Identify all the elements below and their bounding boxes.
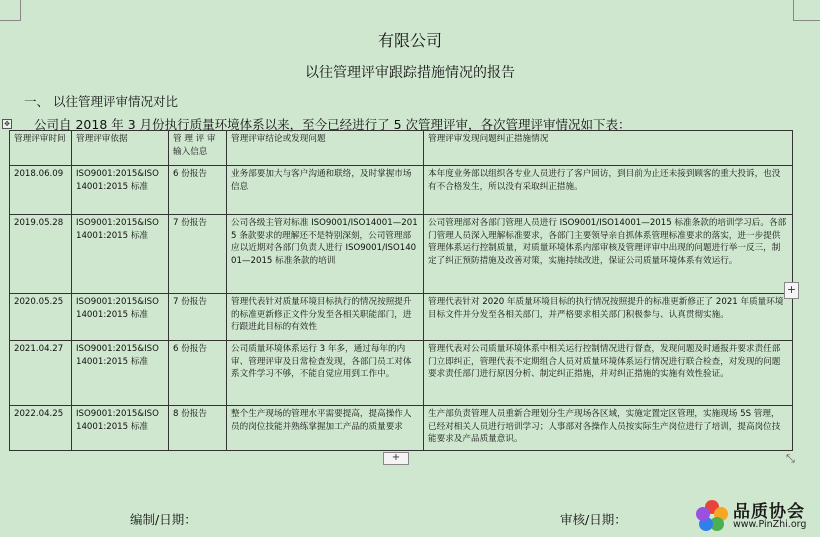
- table-cell-input[interactable]: 6 份报告: [169, 341, 227, 406]
- table-cell-corrective-action[interactable]: 生产部负责管理人员重新合理划分生产现场各区域，实施定置定区管理，实施现场 5S 管理，已经对相关人员进行培训学习；人事部对各操作人员按实际生产岗位进行了培训，提高岗位技能要求及产品质量意识。: [424, 406, 793, 451]
- table-cell-basis[interactable]: ISO9001:2015&ISO14001:2015 标准: [72, 166, 169, 215]
- review-table: [9, 130, 793, 451]
- watermark-name: 品质协会: [733, 502, 805, 522]
- table-cell-date[interactable]: 2021.04.27: [10, 341, 72, 406]
- watermark-logo-icon: [694, 497, 730, 533]
- watermark-url: www.PinZhi.org: [733, 519, 807, 530]
- document-subtitle: 以往管理评审跟踪措施情况的报告: [305, 65, 515, 81]
- compiled-by-date-label: 编制/日期：: [130, 512, 197, 527]
- table-cell-input[interactable]: 6 份报告: [169, 166, 227, 215]
- table-cell-input[interactable]: 7 份报告: [169, 294, 227, 341]
- table-cell-basis[interactable]: ISO9001:2015&ISO14001:2015 标准: [72, 215, 169, 294]
- header-cell[interactable]: 管理评审依据: [72, 131, 169, 166]
- table-cell-corrective-action[interactable]: 公司管理部对各部门管理人员进行 ISO9001/ISO14001—2015 标准条款的培训学习后。各部门管理人员深入理解标准要求，各部门主要领导亲自抓体系管理标准要求的落实，进一步提供管理体系运行控制质量，对质量环境体系内部审核及管理评审中出现的问题进行举一反三，制定了纠正预防措施及改善对策，实施持续改进，保证公司质量环境体系有效运行。: [424, 215, 793, 294]
- table-move-handle-icon[interactable]: ✥: [2, 119, 12, 129]
- table-cell-conclusion[interactable]: 管理代表针对质量环境目标执行的情况按照提升的标准更新修正文件分发至各相关职能部门，进行跟进此目标的有效性: [227, 294, 424, 341]
- table-cell-input[interactable]: 7 份报告: [169, 215, 227, 294]
- section-heading: 一、 以往管理评审情况对比: [24, 94, 178, 109]
- page-corner-mark-top-left: [0, 0, 21, 21]
- table-cell-conclusion[interactable]: 整个生产现场的管理水平需要提高，提高操作人员的岗位技能并熟练掌握加工产品的质量要求: [227, 406, 424, 451]
- table-cell-conclusion[interactable]: 公司各级主管对标准 ISO9001/ISO14001—2015 条款要求的理解还不是特别深刻，公司管理部应以近期对各部门负责人进行 ISO9001/ISO14001—2015 标准条款的培训: [227, 215, 424, 294]
- header-cell[interactable]: 管理评审发现问题纠正措施情况: [424, 131, 793, 166]
- table-header-row: [10, 131, 793, 166]
- add-column-button[interactable]: +: [784, 282, 799, 299]
- document-title: 有限公司: [377, 31, 442, 50]
- table-cell-corrective-action[interactable]: 本年度业务部以组织各专业人员进行了客户回访，到目前为止还未接到顾客的重大投诉，也没有不合格发生，所以没有采取纠正措施。: [424, 166, 793, 215]
- table-cell-date[interactable]: 2022.04.25: [10, 406, 72, 451]
- intro-paragraph: 公司自 2018 年 3 月份执行质量环境体系以来，至今已经进行了 5 次管理评审，各次管理评审情况如下表：: [34, 117, 631, 132]
- table-cell-basis[interactable]: ISO9001:2015&ISO14001:2015 标准: [72, 341, 169, 406]
- table-row: [10, 215, 793, 294]
- table-cell-date[interactable]: 2019.05.28: [10, 215, 72, 294]
- table-cell-basis[interactable]: ISO9001:2015&ISO14001:2015 标准: [72, 406, 169, 451]
- header-cell[interactable]: 管理评审结论或发现问题: [227, 131, 424, 166]
- table-cell-conclusion[interactable]: 业务部要加大与客户沟通和联络，及时掌握市场信息: [227, 166, 424, 215]
- table-resize-handle-icon[interactable]: ⤡: [786, 452, 795, 465]
- page-corner-mark-top-right: [793, 0, 820, 21]
- header-cell[interactable]: 管 理 评 审输入信息: [169, 131, 227, 166]
- table-cell-corrective-action[interactable]: 管理代表对公司质量环境体系中相关运行控制情况进行督查，发现问题及时通报并要求责任部门立即纠正，管理代表不定期组合人员对质量环境体系运行情况进行联合检查，对发现的问题要求责任部门进行原因分析、制定纠正措施，并对纠正措施的实施有效性验证。: [424, 341, 793, 406]
- table-cell-basis[interactable]: ISO9001:2015&ISO14001:2015 标准: [72, 294, 169, 341]
- header-cell[interactable]: 管理评审时间: [10, 131, 72, 166]
- table-row: [10, 294, 793, 341]
- table-row: [10, 406, 793, 451]
- table-cell-corrective-action[interactable]: 管理代表针对 2020 年质量环境目标的执行情况按照提升的标准更新修正了 2021 年质量环境目标文件并分发至各相关部门，并严格要求相关部门积极参与、认真贯彻实施。: [424, 294, 793, 341]
- table-row: [10, 341, 793, 406]
- reviewed-by-date-label: 审核/日期：: [560, 512, 627, 527]
- table-cell-date[interactable]: 2020.05.25: [10, 294, 72, 341]
- add-row-button[interactable]: +: [383, 452, 409, 465]
- table-cell-conclusion[interactable]: 公司质量环境体系运行 3 年多，通过每年的内审、管理评审及日常检查发现，各部门员工对体系文件学习不够，不能自觉应用到工作中。: [227, 341, 424, 406]
- table-cell-input[interactable]: 8 份报告: [169, 406, 227, 451]
- table-cell-date[interactable]: 2018.06.09: [10, 166, 72, 215]
- table-row: [10, 166, 793, 215]
